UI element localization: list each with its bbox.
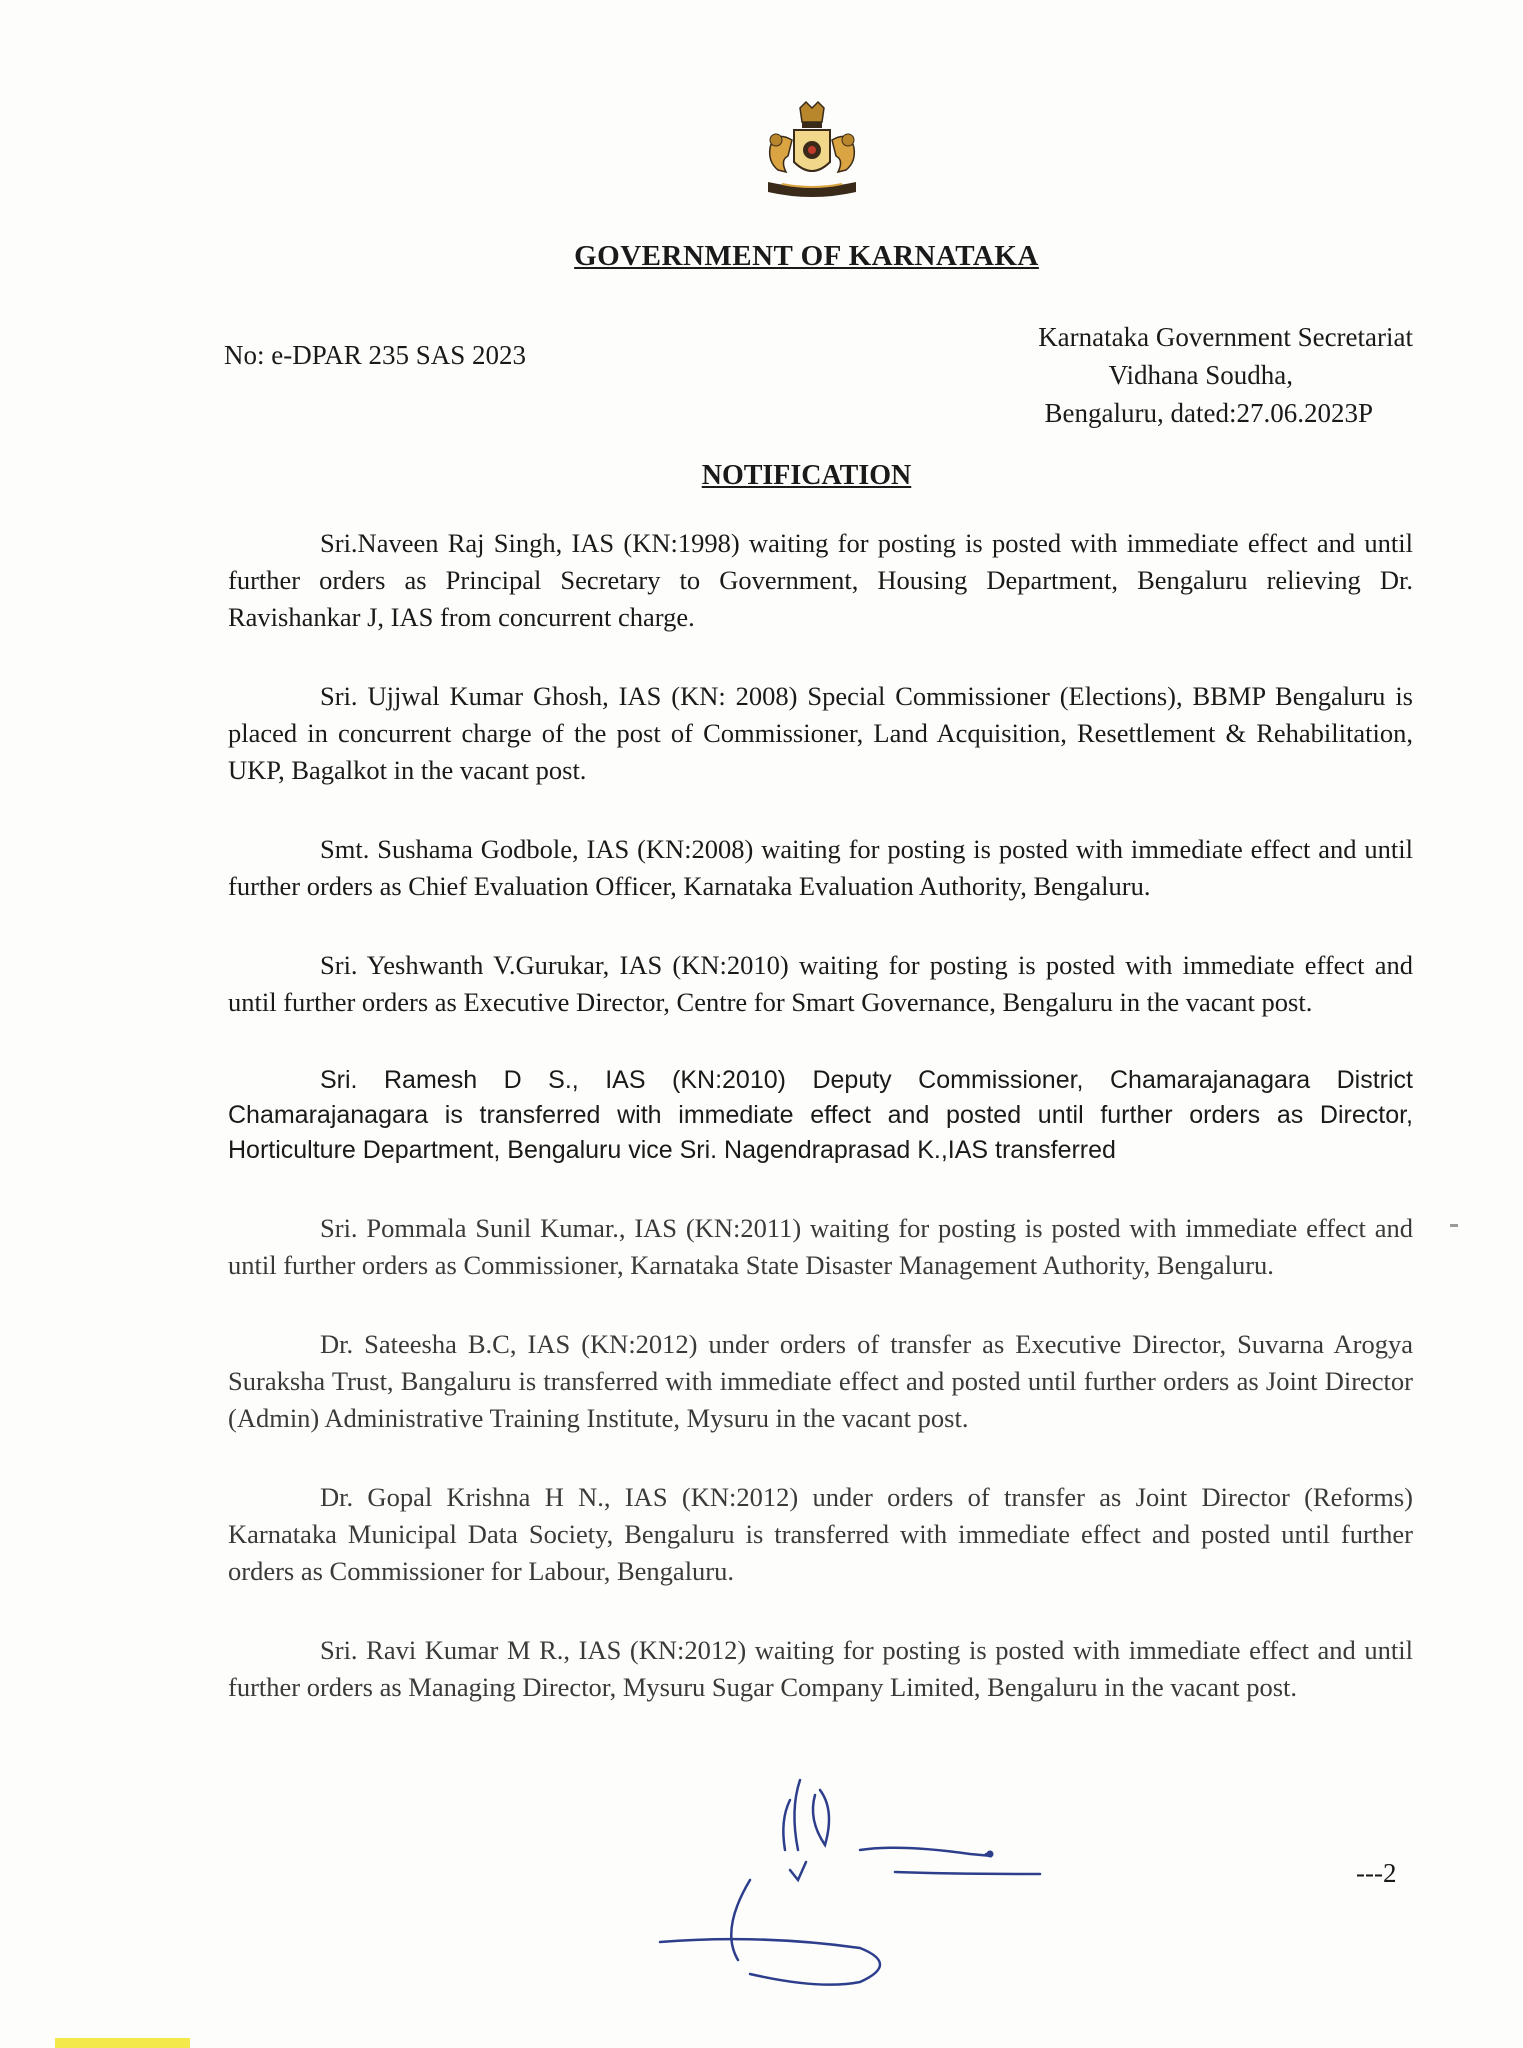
reference-number: No: e-DPAR 235 SAS 2023 <box>224 340 527 370</box>
address-line-1: Karnataka Government Secretariat <box>1038 322 1413 352</box>
notification-body <box>228 525 1413 1748</box>
paragraph-ravi-kumar: Sri. Ravi Kumar M R., IAS (KN:2012) waiting for posting is posted with immediate effect and until further orders as Managing Director, Mysuru Sugar Company Limited, Bengaluru in the vacant post. <box>228 1635 1413 1702</box>
paragraph-ramesh-ds: Sri. Ramesh D S., IAS (KN:2010) Deputy Commissioner, Chamarajanagara District Chamarajanagara is transferred with immediate effect and posted until further orders as Director, Horticulture Department, Bengaluru vice Sri. Nagendraprasad K.,IAS transferred <box>228 1066 1413 1164</box>
paragraph-pommala-sunil-kumar: Sri. Pommala Sunil Kumar., IAS (KN:2011) waiting for posting is posted with immediate effect and until further orders as Commissioner, Karnataka State Disaster Management Authority, Bengaluru. <box>228 1213 1413 1280</box>
office-address <box>1038 318 1413 432</box>
signature-icon <box>640 1750 1060 2000</box>
paragraph-ujjwal-kumar-ghosh: Sri. Ujjwal Kumar Ghosh, IAS (KN: 2008) Special Commissioner (Elections), BBMP Bengaluru is placed in concurrent charge of the post of Commissioner, Land Acquisition, Resettlement & Rehabilitation, UKP, Bagalkot in the vacant post. <box>228 681 1413 785</box>
paragraph-naveen-raj-singh: Sri.Naveen Raj Singh, IAS (KN:1998) waiting for posting is posted with immediate effect and until further orders as Principal Secretary to Government, Housing Department, Bengaluru relieving Dr. Ravishankar J, IAS from concurrent charge. <box>228 528 1413 632</box>
scan-edge-strip <box>55 2038 190 2048</box>
scan-speck <box>1450 1224 1458 1227</box>
government-heading: GOVERNMENT OF KARNATAKA <box>574 240 1039 272</box>
address-date-line: Bengaluru, dated:27.06.2023P <box>1044 398 1373 428</box>
paragraph-yeshwanth-gurukar: Sri. Yeshwanth V.Gurukar, IAS (KN:2010) waiting for posting is posted with immediate effect and until further orders as Executive Director, Centre for Smart Governance, Bengaluru in the vacant post. <box>228 950 1413 1017</box>
address-line-2: Vidhana Soudha, <box>1108 360 1293 390</box>
paragraph-sushama-godbole: Smt. Sushama Godbole, IAS (KN:2008) waiting for posting is posted with immediate effect and until further orders as Chief Evaluation Officer, Karnataka Evaluation Authority, Bengaluru. <box>228 834 1413 901</box>
paragraph-gopal-krishna: Dr. Gopal Krishna H N., IAS (KN:2012) under orders of transfer as Joint Director (Reforms) Karnataka Municipal Data Society, Bengaluru is transferred with immediate effect and posted until further orders as Commissioner for Labour, Bengaluru. <box>228 1482 1413 1586</box>
paragraph-sateesha-bc: Dr. Sateesha B.C, IAS (KN:2012) under orders of transfer as Executive Director, Suvarna Arogya Suraksha Trust, Bangaluru is transferred with immediate effect and posted until further orders as Joint Director (Admin) Administrative Training Institute, Mysuru in the vacant post. <box>228 1329 1413 1433</box>
notification-title: NOTIFICATION <box>701 460 912 491</box>
page-continuation-marker: ---2 <box>1356 1858 1397 1888</box>
state-emblem-icon <box>752 100 872 210</box>
